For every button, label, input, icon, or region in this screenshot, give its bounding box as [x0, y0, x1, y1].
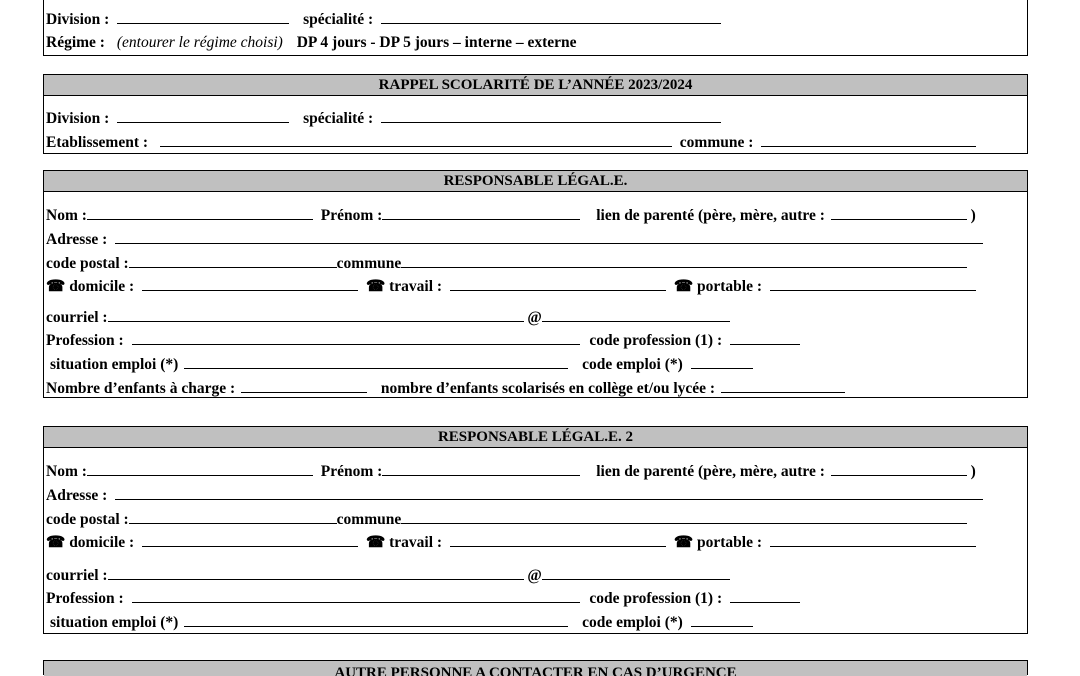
- r2-commune-field[interactable]: [401, 510, 967, 524]
- r1-portable-field[interactable]: [770, 277, 976, 291]
- r2-travail-field[interactable]: [450, 533, 666, 547]
- r2-domicile-label: domicile :: [69, 534, 135, 551]
- r1-prenom-field[interactable]: [382, 206, 580, 220]
- r2-courriel-label: courriel :: [46, 567, 108, 584]
- r1-code-postal-row: [46, 254, 967, 273]
- r1-prenom-label: Prénom :: [320, 207, 383, 224]
- responsable-2-header: RESPONSABLE LÉGAL.E. 2: [44, 427, 1027, 448]
- r2-portable-field[interactable]: [770, 533, 976, 547]
- r1-phones-row: [46, 277, 976, 296]
- r2-code-postal-field[interactable]: [129, 510, 337, 524]
- r2-situation-row: [50, 613, 753, 632]
- r1-enfants-row: [46, 379, 845, 398]
- division-field[interactable]: [117, 10, 289, 24]
- r1-lien-close: ): [970, 207, 976, 224]
- r1-nom-field[interactable]: [87, 206, 313, 220]
- r1-lien-label: lien de parenté (père, mère, autre :: [596, 207, 825, 224]
- phone-icon: ☎: [365, 278, 386, 295]
- r2-code-profession-field[interactable]: [730, 589, 800, 603]
- r1-courriel-domain-field[interactable]: [542, 308, 730, 322]
- r1-nom-row: [46, 206, 976, 225]
- section-responsable-1-box: [43, 170, 1028, 398]
- r2-adresse-field[interactable]: [115, 486, 983, 500]
- r1-adresse-field[interactable]: [115, 230, 983, 244]
- r1-profession-field[interactable]: [132, 331, 580, 345]
- phone-icon: ☎: [673, 278, 694, 295]
- section-rappel-box: [43, 74, 1028, 154]
- r1-enfants-label: Nombre d’enfants à charge :: [46, 380, 236, 397]
- r2-courriel-domain-field[interactable]: [542, 566, 730, 580]
- phone-icon: ☎: [673, 534, 694, 551]
- r2-nom-row: [46, 462, 976, 481]
- r1-code-postal-label: code postal :: [46, 255, 129, 272]
- r2-nom-label: Nom :: [46, 463, 87, 480]
- r1-courriel-label: courriel :: [46, 309, 108, 326]
- r2-situation-label: situation emploi (*): [50, 614, 179, 631]
- phone-icon: ☎: [365, 534, 386, 551]
- r1-travail-field[interactable]: [450, 277, 666, 291]
- r1-code-profession-label: code profession (1) :: [589, 332, 723, 349]
- section-urgence-box: [43, 660, 1028, 675]
- r2-courriel-row: [46, 566, 730, 585]
- etablissement-field[interactable]: [160, 133, 672, 147]
- rappel-division-field[interactable]: [117, 109, 289, 123]
- r1-adresse-row: [46, 230, 983, 249]
- rappel-commune-label: commune :: [679, 134, 754, 151]
- rappel-commune-field[interactable]: [761, 133, 976, 147]
- r1-domicile-label: domicile :: [69, 278, 135, 295]
- regime-hint: (entourer le régime choisi): [116, 34, 283, 51]
- r1-travail-label: travail :: [389, 278, 443, 295]
- r1-profession-label: Profession :: [46, 332, 124, 349]
- regime-row: [46, 34, 577, 52]
- r1-courriel-field[interactable]: [108, 308, 524, 322]
- r2-code-emploi-label: code emploi (*): [582, 614, 683, 631]
- r2-code-emploi-field[interactable]: [691, 613, 753, 627]
- r2-prenom-label: Prénom :: [320, 463, 383, 480]
- specialite-field[interactable]: [381, 10, 721, 24]
- r1-portable-label: portable :: [697, 278, 763, 295]
- r1-nom-label: Nom :: [46, 207, 87, 224]
- r2-travail-label: travail :: [389, 534, 443, 551]
- responsable-1-header: RESPONSABLE LÉGAL.E.: [44, 171, 1027, 192]
- r2-profession-label: Profession :: [46, 590, 124, 607]
- r1-code-postal-field[interactable]: [129, 254, 337, 268]
- regime-options[interactable]: DP 4 jours - DP 5 jours – interne – externe: [296, 34, 577, 51]
- rappel-header: RAPPEL SCOLARITÉ DE L’ANNÉE 2023/2024: [44, 75, 1027, 96]
- r2-at-sign: @: [527, 567, 542, 584]
- r2-lien-close: ): [970, 463, 976, 480]
- regime-label: Régime :: [46, 34, 105, 51]
- r1-commune-field[interactable]: [401, 254, 967, 268]
- r2-code-profession-label: code profession (1) :: [589, 590, 723, 607]
- r1-situation-row: [50, 355, 753, 374]
- r1-domicile-field[interactable]: [142, 277, 358, 291]
- r2-nom-field[interactable]: [87, 462, 313, 476]
- r1-adresse-label: Adresse :: [46, 231, 108, 248]
- r2-phones-row: [46, 533, 976, 552]
- r1-commune-label: commune: [336, 255, 402, 272]
- r1-at-sign: @: [527, 309, 542, 326]
- r1-enfants-scol-field[interactable]: [721, 379, 845, 393]
- division-row: [46, 10, 721, 29]
- r2-adresse-label: Adresse :: [46, 487, 108, 504]
- rappel-specialite-field[interactable]: [381, 109, 721, 123]
- rappel-division-label: Division :: [46, 110, 110, 127]
- specialite-label: spécialité :: [303, 11, 374, 28]
- rappel-etablissement-row: [46, 133, 976, 152]
- r2-adresse-row: [46, 486, 983, 505]
- r1-code-emploi-field[interactable]: [691, 355, 753, 369]
- r2-profession-row: [46, 589, 800, 608]
- r2-lien-label: lien de parenté (père, mère, autre :: [596, 463, 825, 480]
- r1-situation-label: situation emploi (*): [50, 356, 179, 373]
- r2-domicile-field[interactable]: [142, 533, 358, 547]
- rappel-specialite-label: spécialité :: [303, 110, 374, 127]
- urgence-header: AUTRE PERSONNE A CONTACTER EN CAS D’URGENCE: [44, 661, 1027, 676]
- r1-lien-field[interactable]: [831, 206, 967, 220]
- r2-profession-field[interactable]: [132, 589, 580, 603]
- r2-courriel-field[interactable]: [108, 566, 524, 580]
- section-eleve-box: [43, 0, 1028, 56]
- r1-code-emploi-label: code emploi (*): [582, 356, 683, 373]
- r1-enfants-field[interactable]: [241, 379, 367, 393]
- phone-icon: ☎: [46, 278, 66, 295]
- division-label: Division :: [46, 11, 110, 28]
- r2-commune-label: commune: [336, 511, 402, 528]
- phone-icon: ☎: [46, 534, 66, 551]
- section-responsable-2-box: [43, 426, 1028, 634]
- r2-prenom-field[interactable]: [382, 462, 580, 476]
- r2-lien-field[interactable]: [831, 462, 967, 476]
- r1-profession-row: [46, 331, 800, 350]
- r2-portable-label: portable :: [697, 534, 763, 551]
- r2-code-postal-label: code postal :: [46, 511, 129, 528]
- r1-situation-field[interactable]: [184, 355, 568, 369]
- r1-code-profession-field[interactable]: [730, 331, 800, 345]
- rappel-division-row: [46, 109, 721, 128]
- r2-situation-field[interactable]: [184, 613, 568, 627]
- etablissement-label: Etablissement :: [46, 134, 149, 151]
- r1-enfants-scol-label: nombre d’enfants scolarisés en collège et/ou lycée :: [380, 380, 716, 397]
- r2-code-postal-row: [46, 510, 967, 529]
- r1-courriel-row: [46, 308, 730, 327]
